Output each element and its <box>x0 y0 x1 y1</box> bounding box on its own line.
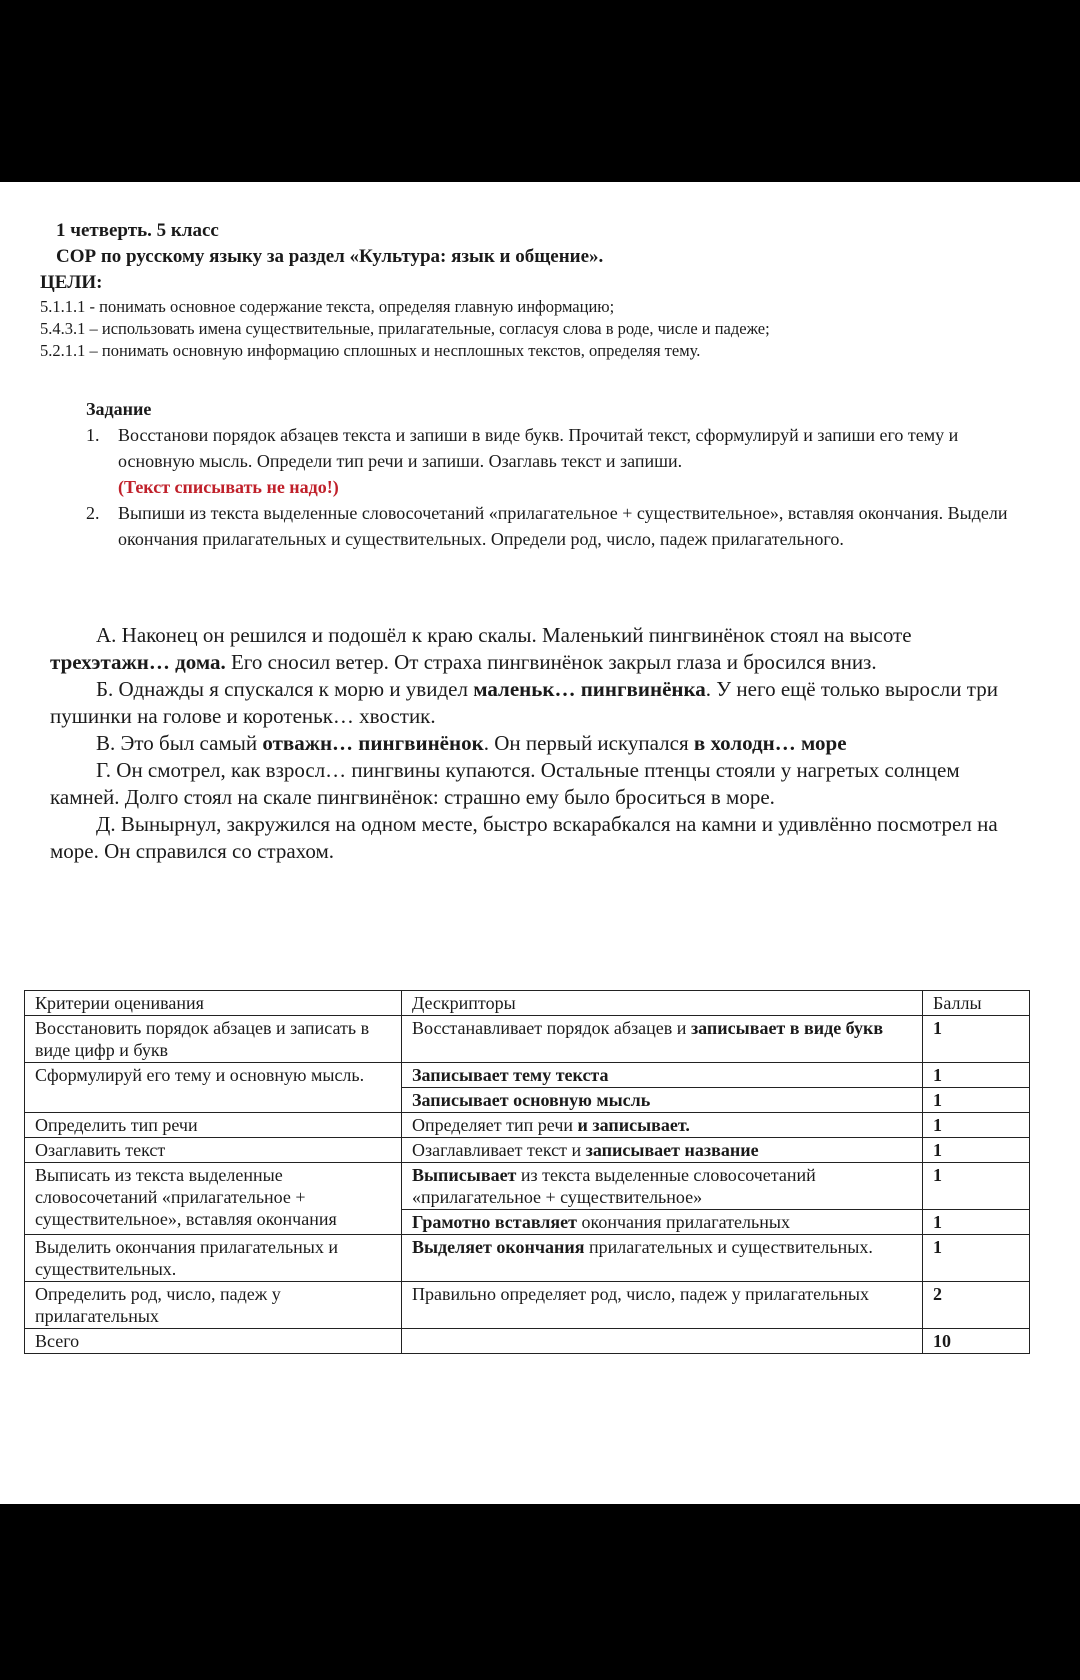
points-cell: 1 <box>923 1088 1030 1113</box>
task-number: 2. <box>86 503 100 523</box>
paragraph-v: В. Это был самый отважн… пингвинёнок. Он первый искупался в холодн… море <box>96 731 847 755</box>
points-cell: 1 <box>923 1235 1030 1282</box>
goal-item: 5.4.3.1 – использовать имена существительные, прилагательные, согласуя слова в роде, числе и падеже; <box>40 319 770 338</box>
points-cell: 1 <box>923 1138 1030 1163</box>
points-cell: 2 <box>923 1282 1030 1329</box>
goal-item: 5.1.1.1 - понимать основное содержание текста, определяя главную информацию; <box>40 297 615 316</box>
points-cell: 1 <box>923 1016 1030 1063</box>
table-row: Восстановить порядок абзацев и записать в виде цифр и букв Восстанавливает порядок абзацев и записывает в виде букв 1 <box>25 1016 1030 1063</box>
no-copy-note: (Текст списывать не надо!) <box>118 477 339 497</box>
points-cell: 1 <box>923 1163 1030 1210</box>
header-points: Баллы <box>923 991 1030 1016</box>
task-item-1 <box>86 422 1016 500</box>
table-row: Выписать из текста выделенные словосочетаний «прилагательное + существительное», вставляя окончания Выписывает из текста выделенные словосочетаний «прилагательное + существительное» 1 <box>25 1163 1030 1210</box>
goal-item: 5.2.1.1 – понимать основную информацию сплошных и несплошных текстов, определяя тему. <box>40 341 701 360</box>
paragraph-g: Г. Он смотрел, как взросл… пингвины купаются. Остальные птенцы стояли у нагретых солнцем камней. Долго стоял на скале пингвинёнок: страшно ему было броситься в море. <box>50 758 960 809</box>
total-row <box>25 1329 1030 1354</box>
story-text <box>50 622 1015 865</box>
task-text: Выпиши из текста выделенные словосочетаний «прилагательное + существительное», вставляя окончания. Выдели окончания прилагательных и существительных. Определи род, число, падеж прилагательного. <box>118 503 1008 549</box>
task-section <box>86 396 1016 552</box>
criteria-table <box>24 990 1030 1354</box>
task-item-2 <box>86 500 1016 552</box>
highlighted-phrase: трехэтажн… дома. <box>50 650 226 674</box>
highlighted-phrase: в холодн… море <box>693 731 847 755</box>
task-title: Задание <box>86 399 152 419</box>
table-row: Определить род, число, падеж у прилагательных Правильно определяет род, число, падеж у прилагательных 2 <box>25 1282 1030 1329</box>
paragraph-a: А. Наконец он решился и подошёл к краю скалы. Маленький пингвинёнок стоял на высоте трехэтажн… дома. Его сносил ветер. От страха пингвинёнок закрыл глаза и бросился вниз. <box>50 623 912 674</box>
assessment-title: СОР по русскому языку за раздел «Культура: язык и общение». <box>56 246 604 267</box>
table-row: Записывает основную мысль 1 <box>25 1088 1030 1113</box>
task-number: 1. <box>86 425 100 445</box>
paragraph-b: Б. Однажды я спускался к морю и увидел маленьк… пингвинёнка. У него ещё только выросли три пушинки на голове и коротеньк… хвостик. <box>50 677 998 728</box>
table-row: Озаглавить текст Озаглавливает текст и записывает название 1 <box>25 1138 1030 1163</box>
total-points: 10 <box>923 1329 1030 1354</box>
paragraph-d: Д. Вынырнул, закружился на одном месте, быстро вскарабкался на камни и удивлённо посмотрел на море. Он справился со страхом. <box>50 812 998 863</box>
total-label: Всего <box>25 1329 402 1354</box>
document-header <box>40 218 1040 362</box>
goals-title: ЦЕЛИ: <box>40 272 103 293</box>
quarter-grade-line: 1 четверть. 5 класс <box>56 220 219 241</box>
table-row: Грамотно вставляет окончания прилагательных 1 <box>25 1210 1030 1235</box>
table-row: Определить тип речи Определяет тип речи и записывает. 1 <box>25 1113 1030 1138</box>
header-criteria: Критерии оценивания <box>25 991 402 1016</box>
table-header-row <box>25 991 1030 1016</box>
highlighted-phrase: отважн… пингвинёнок <box>262 731 484 755</box>
table-row: Сформулируй его тему и основную мысль. Записывает тему текста 1 <box>25 1063 1030 1088</box>
points-cell: 1 <box>923 1210 1030 1235</box>
header-descriptors: Дескрипторы <box>402 991 923 1016</box>
document-page <box>0 182 1080 1504</box>
highlighted-phrase: маленьк… пингвинёнка <box>473 677 706 701</box>
table-row: Выделить окончания прилагательных и существительных. Выделяет окончания прилагательных и существительных. 1 <box>25 1235 1030 1282</box>
points-cell: 1 <box>923 1113 1030 1138</box>
task-text: Восстанови порядок абзацев текста и запиши в виде букв. Прочитай текст, сформулируй и запиши его тему и основную мысль. Определи тип речи и запиши. Озаглавь текст и запиши. <box>118 425 959 471</box>
points-cell: 1 <box>923 1063 1030 1088</box>
